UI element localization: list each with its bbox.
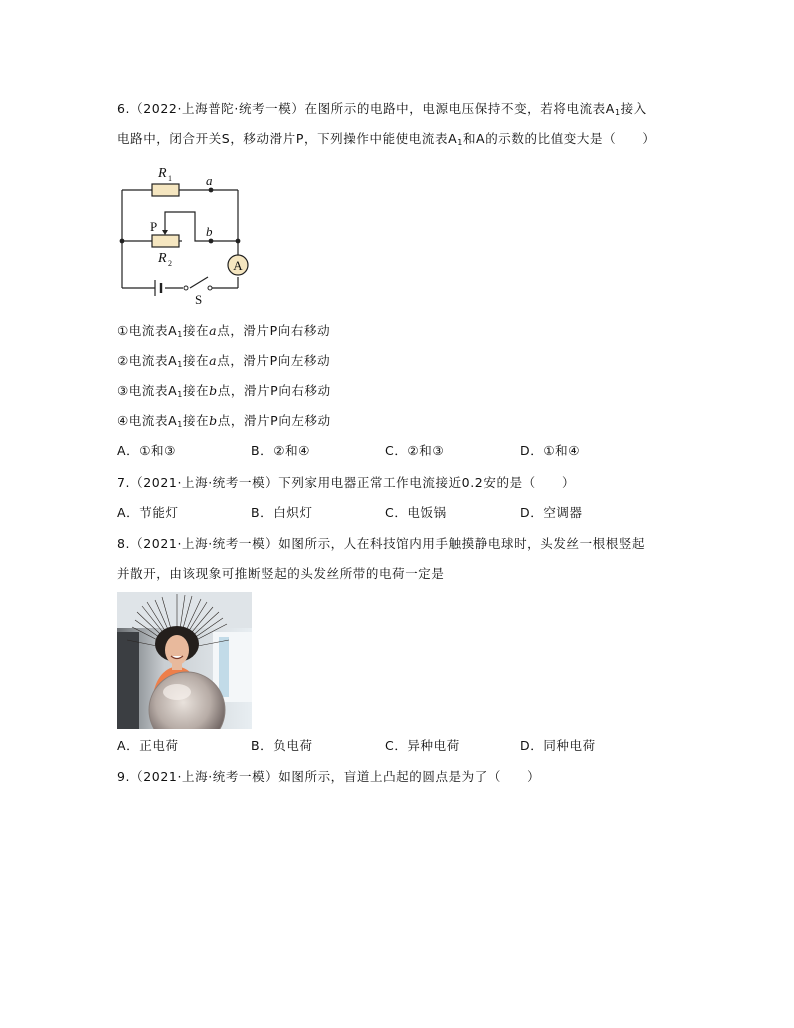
q8-option-d[interactable]: D．同种电荷 bbox=[520, 738, 596, 753]
q8-stem-line1: 8.（2021·上海·统考一模）如图所示，人在科技馆内用手触摸静电球时，头发丝一根根竖起 bbox=[117, 536, 646, 551]
q6-item-1: ①电流表$A_1$接在a点，滑片P向右移动 bbox=[117, 323, 331, 339]
q7-option-b[interactable]: B．白炽灯 bbox=[251, 505, 313, 520]
q6-option-c[interactable]: C．②和③ bbox=[385, 443, 445, 458]
q6-stem-line1: 6.（2022·上海普陀·统考一模）在图所示的电路中，电源电压保持不变，若将电流表$A_1$接入 bbox=[117, 101, 647, 117]
resistor-r1 bbox=[152, 184, 179, 196]
label-a: a bbox=[206, 173, 213, 188]
q7-option-a[interactable]: A．节能灯 bbox=[117, 505, 179, 520]
slider-arrow bbox=[162, 230, 168, 235]
q6-stem-line2: 电路中，闭合开关S，移动滑片P，下列操作中能使电流表$A_1$和A的示数的比值变大是（ ） bbox=[117, 131, 656, 147]
q7-options bbox=[117, 505, 677, 521]
q9-stem: 9.（2021·上海·统考一模）如图所示，盲道上凸起的圆点是为了（ ） bbox=[117, 769, 541, 784]
label-p: P bbox=[150, 219, 158, 234]
label-r1-sub: 1 bbox=[168, 174, 172, 183]
q8-option-b[interactable]: B．负电荷 bbox=[251, 738, 313, 753]
q6-item-3: ③电流表$A_1$接在b点，滑片P向右移动 bbox=[117, 383, 331, 399]
label-b: b bbox=[206, 224, 213, 239]
circuit-diagram bbox=[115, 160, 255, 308]
q8-options bbox=[117, 738, 677, 754]
q8-stem-line2: 并散开，由该现象可推断竖起的头发丝所带的电荷一定是 bbox=[117, 566, 445, 581]
q7-stem: 7.（2021·上海·统考一模）下列家用电器正常工作电流接近0.2安的是（ ） bbox=[117, 475, 576, 490]
q6-options bbox=[117, 443, 677, 459]
q6-option-d[interactable]: D．①和④ bbox=[520, 443, 581, 458]
label-r1: R bbox=[158, 166, 167, 181]
label-r2: R bbox=[158, 251, 167, 266]
q6-option-b[interactable]: B．②和④ bbox=[251, 443, 310, 458]
static-electricity-photo bbox=[117, 592, 252, 729]
q7-option-d[interactable]: D．空调器 bbox=[520, 505, 583, 520]
q6-item-2: ②电流表$A_1$接在a点，滑片P向左移动 bbox=[117, 353, 331, 369]
q6-option-a[interactable]: A．①和③ bbox=[117, 443, 176, 458]
resistor-r2 bbox=[152, 235, 179, 247]
ammeter-label: A bbox=[233, 258, 243, 273]
q8-option-c[interactable]: C．异种电荷 bbox=[385, 738, 460, 753]
q8-option-a[interactable]: A．正电荷 bbox=[117, 738, 179, 753]
label-r2-sub: 2 bbox=[168, 259, 172, 268]
q6-item-4: ④电流表$A_1$接在b点，滑片P向左移动 bbox=[117, 413, 331, 429]
q7-option-c[interactable]: C．电饭锅 bbox=[385, 505, 447, 520]
label-s: S bbox=[195, 292, 203, 307]
